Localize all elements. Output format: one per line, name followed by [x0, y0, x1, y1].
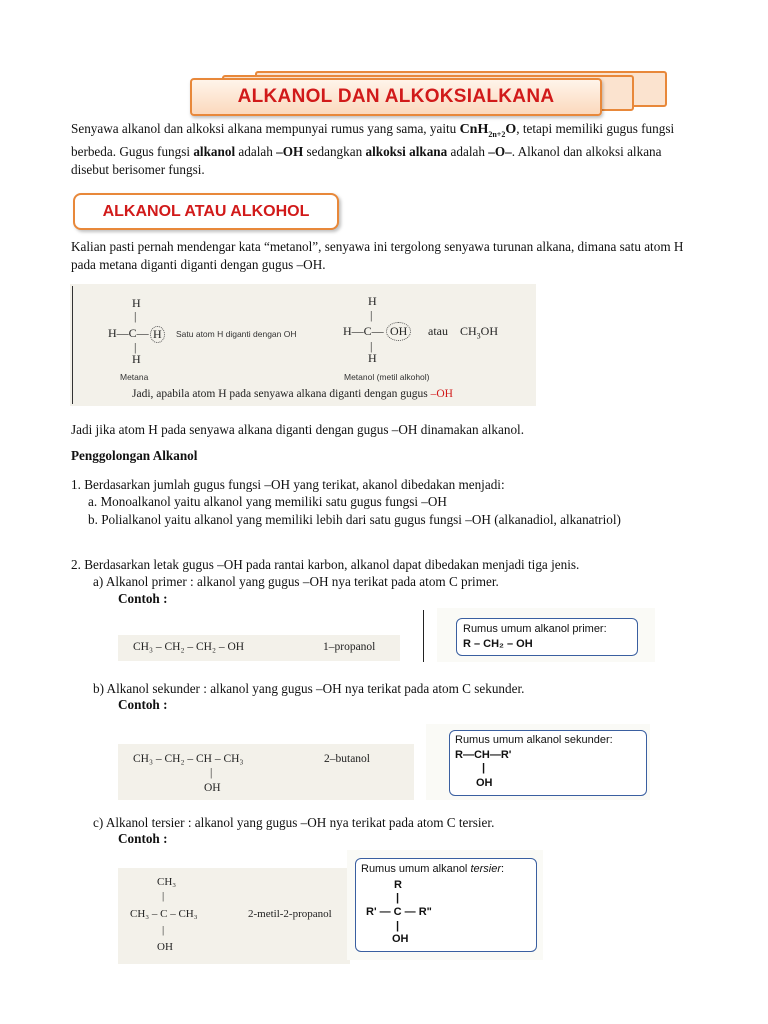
primer-contoh: Contoh :	[118, 591, 168, 606]
section-heading: ALKANOL ATAU ALKOHOL	[102, 203, 310, 220]
title-banner	[190, 78, 602, 116]
primer-example-strip	[118, 635, 400, 661]
primer-name: 1–propanol	[323, 641, 376, 653]
alkanol-definition	[71, 421, 693, 439]
tersier-box-bond-bottom: |	[396, 920, 400, 932]
sekunder-text: b) Alkanol sekunder : alkanol yang gugus –OH nya terikat pada atom C sekunder.	[93, 681, 525, 696]
tersier-formula: CH₃ – C – CH₃	[130, 908, 198, 920]
section-heading-box	[73, 193, 339, 230]
replace-text: Satu atom H diganti dengan OH	[176, 329, 297, 339]
page-title: ALKANOL DAN ALKOKSIALKANA	[237, 86, 555, 107]
methanol-bond-top: |	[370, 308, 373, 322]
intro-text-3: adalah	[235, 144, 277, 160]
intro-text-5: adalah	[447, 144, 489, 160]
sekunder-box-title: Rumus umum alkanol sekunder:	[455, 734, 613, 746]
tersier-rumus-box	[355, 858, 537, 952]
tersier-box-bond-top: |	[396, 892, 400, 904]
primer-text: a) Alkanol primer : alkanol yang gugus –OH nya terikat pada atom C primer.	[93, 574, 499, 589]
methanol-h-top: H	[368, 294, 377, 308]
intro-o: –O–	[488, 144, 512, 160]
class-item-1b	[88, 511, 678, 529]
tersier-contoh: Contoh :	[118, 831, 168, 846]
methane-bond-top: |	[134, 309, 137, 323]
metanol-text: Kalian pasti pernah mendengar kata “metanol”, senyawa ini tergolong senyawa turunan alkana, dimana satu atom H pada metana diganti diganti dengan gugus –OH.	[71, 239, 684, 272]
figure-caption: Jadi, apabila atom H pada senyawa alkana diganti dengan gugus –OH	[132, 388, 453, 400]
tersier-box-r: R	[394, 879, 402, 891]
intro-paragraph	[71, 120, 693, 178]
intro-alkoksi: alkoksi alkana	[365, 144, 448, 160]
primer-divider	[423, 610, 424, 662]
class-item-2: 2. Berdasarkan letak gugus –OH pada rantai karbon, alkanol dapat dibedakan menjadi tiga jenis.	[71, 557, 580, 572]
methane-h-top: H	[132, 296, 141, 310]
intro-text-4: sedangkan	[303, 144, 366, 160]
sekunder-example-strip	[118, 744, 414, 800]
primer-formula: CH₃ – CH₂ – CH₂ – OH	[133, 641, 245, 653]
tersier-text: c) Alkanol tersier : alkanol yang gugus –OH nya terikat pada atom C tersier.	[93, 815, 495, 830]
tersier-bond-top: |	[162, 890, 165, 902]
methanol-bond-bottom: |	[370, 339, 373, 353]
methanol-oh: OH	[386, 322, 411, 341]
intro-alkanol: alkanol	[193, 144, 236, 160]
sekunder-box-oh: OH	[476, 777, 493, 789]
tersier-example-strip	[118, 868, 350, 964]
class-item-1b-text: b. Polialkanol yaitu alkanol yang memiliki lebih dari satu gugus fungsi –OH (alkanadiol, alkanatriol)	[88, 512, 621, 527]
methane-h-right: H	[150, 326, 165, 343]
intro-oh: –OH	[276, 144, 304, 160]
formula-base: CnH	[459, 122, 489, 137]
tersier-top: CH₃	[157, 876, 177, 888]
tersier-oh: OH	[157, 941, 173, 953]
methane-h-bottom: H	[132, 352, 141, 366]
ch3oh-formula: $CH_3OH$	[460, 324, 499, 341]
metanol-label: Metanol (metil alkohol)	[344, 372, 430, 382]
tersier-name: 2-metil-2-propanol	[248, 908, 332, 920]
methane-h-left: H—C—	[108, 326, 149, 340]
primer-box-formula: R – CH₂ – OH	[463, 638, 533, 650]
methanol-h-left: H—C—	[343, 324, 384, 338]
sekunder-contoh: Contoh :	[118, 697, 168, 712]
atau-label: atau	[428, 324, 448, 338]
intro-text-1: Senyawa alkanol dan alkoksi alkana mempunyai rumus yang sama, yaitu	[71, 121, 460, 136]
formula-end: O	[505, 122, 517, 137]
methanol-h-bottom: H	[368, 351, 377, 365]
classification-heading-text: Penggolongan Alkanol	[71, 448, 198, 463]
sekunder-oh: OH	[204, 782, 221, 794]
tersier-box-formula: R' — C — R"	[366, 906, 432, 918]
class-item-1: 1. Berdasarkan jumlah gugus fungsi –OH yang terikat, akanol dibedakan menjadi:	[71, 477, 505, 492]
sekunder-name: 2–butanol	[324, 753, 370, 765]
primer-box-title: Rumus umum alkanol primer:	[463, 623, 607, 635]
intro-text-2: , tetapi memiliki gugus fungsi berbeda. Gugus fungsi	[71, 121, 675, 160]
metana-label: Metana	[120, 372, 149, 382]
metanol-figure	[70, 284, 536, 406]
tersier-bond-bottom: |	[162, 924, 165, 936]
sekunder-box-formula: R—CH—R'	[455, 749, 512, 761]
intro-text-6: . Alkanol dan alkoksi alkana disebut berisomer fungsi.	[71, 144, 662, 177]
sekunder-box-bond: |	[482, 762, 486, 774]
sekunder-bond: |	[210, 767, 213, 779]
class-item-1a: a. Monoalkanol yaitu alkanol yang memiliki satu gugus fungsi –OH	[88, 494, 447, 509]
sekunder-rumus-box	[449, 730, 647, 796]
sekunder-formula: CH₃ – CH₂ – CH – CH₃	[133, 753, 244, 765]
tersier-box-title: Rumus umum alkanol tersier:	[361, 863, 505, 875]
tersier-box-oh: OH	[392, 933, 409, 945]
primer-rumus-box	[456, 618, 638, 656]
metanol-paragraph	[71, 238, 693, 273]
formula-sub: 2n+2	[488, 129, 506, 139]
classification-heading	[71, 447, 693, 465]
alkanol-definition-text: Jadi jika atom H pada senyawa alkana diganti dengan gugus –OH dinamakan alkanol.	[71, 422, 525, 437]
methane-bond-bottom: |	[134, 340, 137, 354]
